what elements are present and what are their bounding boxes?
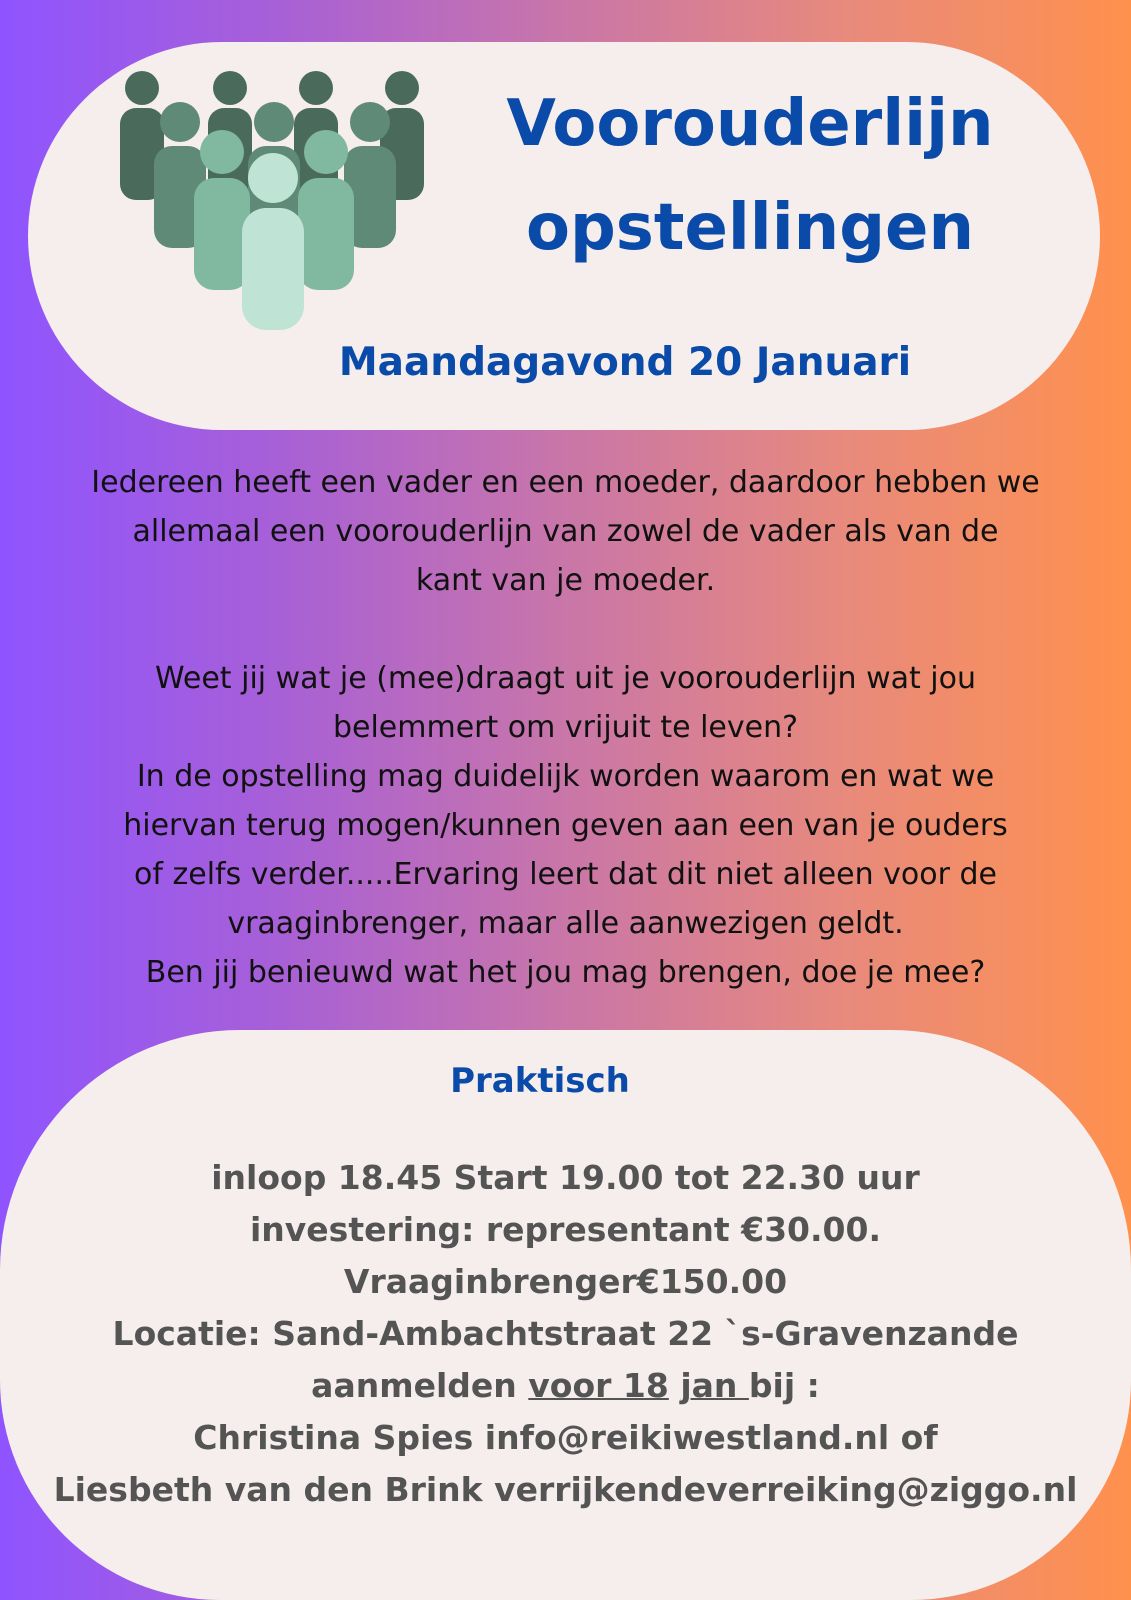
intro-line: Iedereen heeft een vader en een moeder, daardoor hebben we xyxy=(91,465,1040,500)
group-of-people-icon xyxy=(116,68,434,336)
contact-line-1: Christina Spies info@reikiwestland.nl of xyxy=(193,1418,938,1457)
question-line: belemmert om vrijuit te leven? xyxy=(332,710,799,745)
title-line-2: opstellingen xyxy=(525,191,975,265)
signup-suffix: bij : xyxy=(748,1366,820,1405)
question-line: Weet jij wat je (mee)draagt uit je voorouderlijn wat jou xyxy=(154,661,977,696)
deadline-month: jan xyxy=(680,1366,749,1405)
location-line: Locatie: Sand-Ambachtstraat 22 `s-Gravenzande xyxy=(112,1314,1019,1353)
contact-line-2: Liesbeth van den Brink verrijkendeverreiking@ziggo.nl xyxy=(53,1470,1078,1509)
question-line: In de opstelling mag duidelijk worden waarom en wat we xyxy=(136,759,995,794)
practical-title: Praktisch xyxy=(450,1061,630,1101)
intro-line: kant van je moeder. xyxy=(415,563,716,598)
question-line: of zelfs verder.....Ervaring leert dat dit niet alleen voor de xyxy=(134,857,997,892)
signup-line xyxy=(0,1360,1131,1412)
signup-space xyxy=(669,1366,681,1405)
price-line: Vraaginbrenger€150.00 xyxy=(343,1262,788,1301)
practical-info xyxy=(0,1152,1131,1516)
question-line: vraaginbrenger, maar alle aanwezigen geldt. xyxy=(227,906,904,941)
question-line: Ben jij benieuwd wat het jou mag brengen, doe je mee? xyxy=(145,955,986,990)
schedule-line: inloop 18.45 Start 19.00 tot 22.30 uur xyxy=(211,1158,920,1197)
title-line-1: Voorouderlijn xyxy=(506,87,994,161)
investment-line: investering: representant €30.00. xyxy=(249,1210,881,1249)
question-line: hiervan terug mogen/kunnen geven aan een van je ouders xyxy=(123,808,1008,843)
intro-line: allemaal een voorouderlijn van zowel de vader als van de xyxy=(132,514,999,549)
signup-prefix: aanmelden xyxy=(311,1366,529,1405)
paragraph-gap xyxy=(30,605,1101,654)
description xyxy=(30,458,1101,997)
page-title xyxy=(440,72,1060,280)
event-date: Maandagavond 20 Januari xyxy=(338,340,912,385)
deadline-date: voor 18 xyxy=(528,1366,669,1405)
